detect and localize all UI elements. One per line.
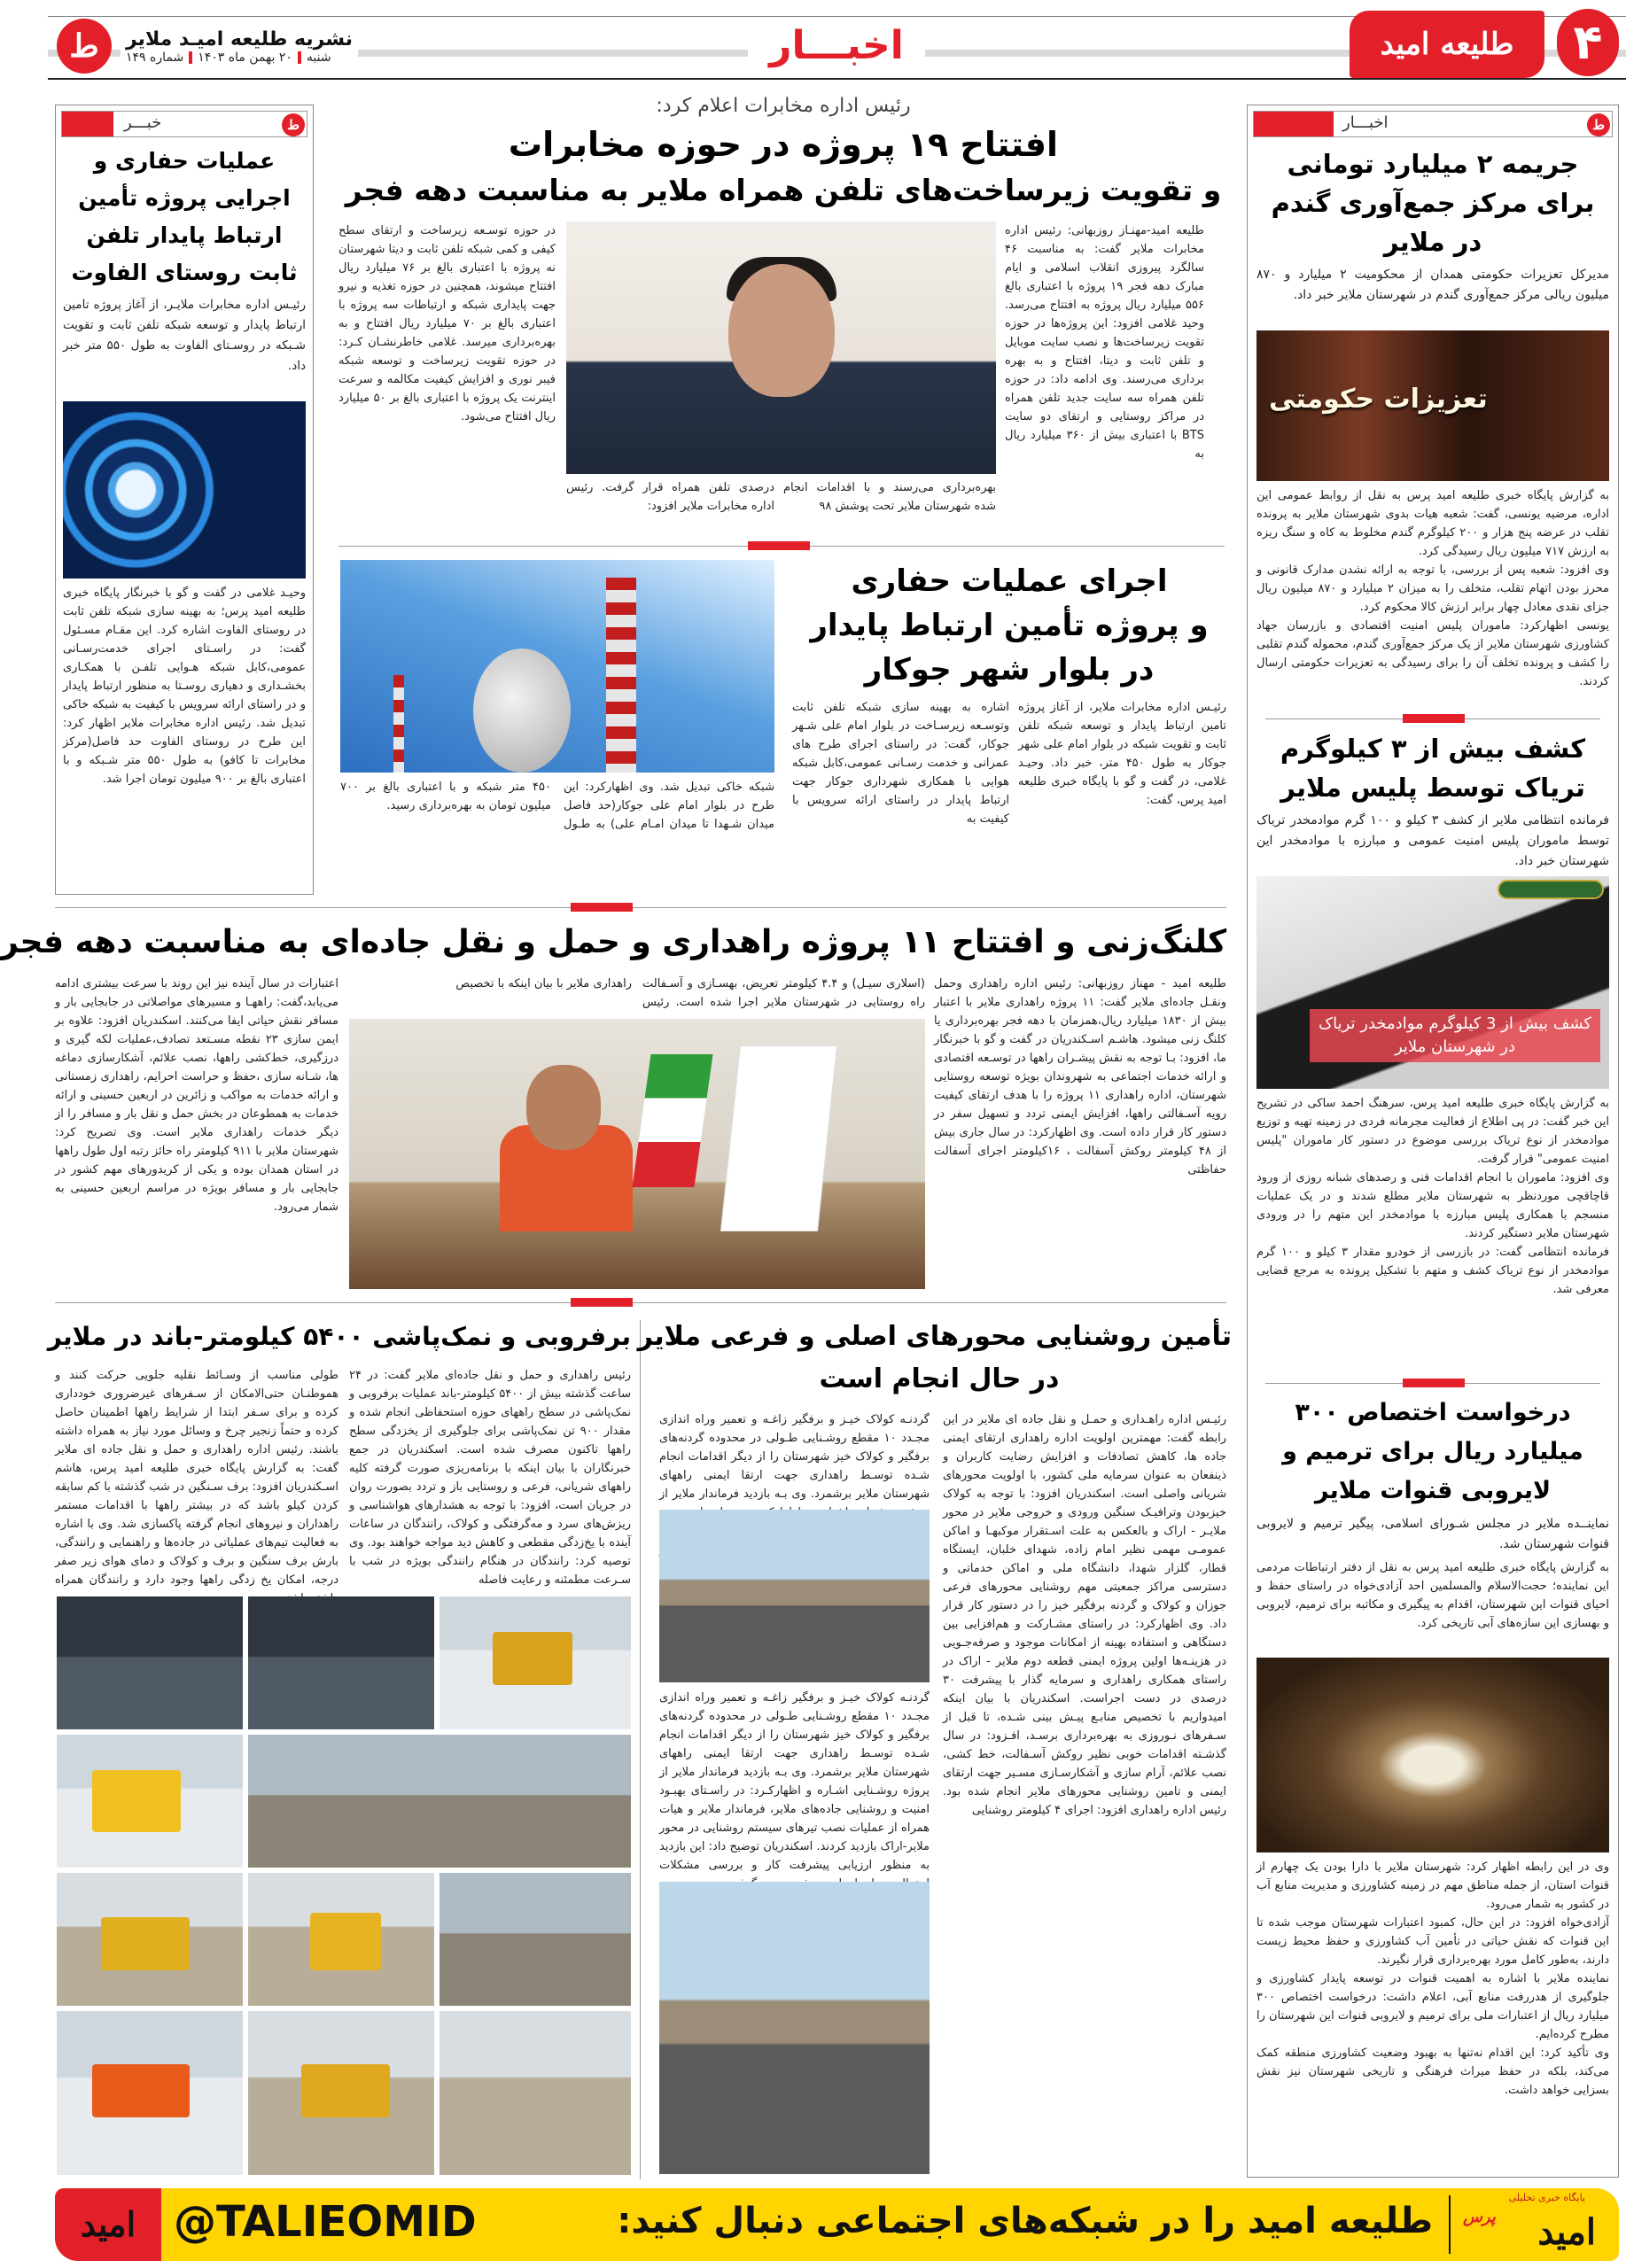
column-divider (640, 1320, 641, 2179)
paragraph: وی در این رابطه اظهار کرد: شهرستان ملایر با دارا بودن یک چهارم از قنوات استان، از جمله مناطق مهم در زمینه کشاورزی و مدیریت منابع آب در کشور به شمار می‌رود. (1256, 1860, 1609, 1911)
photo-detail (606, 578, 636, 773)
jowkar-body-center: اشاره به بهینه سازی شبکه تلفن ثابت وتوسـعه زیرسـاخت در بلوار امام علی شـهر جوکار، گفت: در راستای اجرای طرح های عمرانی و خدمت رسـانی عمومی،کابل شبکه هوایی با همکاری شهرداری جوکار جهت ارتباط پایدار در راستای ارائه سرویس با کیفیت به (792, 701, 1009, 826)
photo-salt-loader (248, 2011, 434, 2175)
brand-logo: طلیعه امید (1350, 11, 1544, 78)
issue-meta (126, 50, 331, 65)
divider-accent (1403, 714, 1465, 723)
photo-detail (92, 2064, 190, 2117)
body-qanat-funding (1256, 1858, 1609, 2170)
publication-name: نشریه طلیعه امیـد ملایر (126, 27, 353, 50)
headline-opium-seizure: کشف بیش از ۳ کیلوگرم تریاک توسط پلیس ملایر (1280, 734, 1586, 803)
photo-roads-official (349, 1019, 925, 1289)
photo-detail (101, 1917, 190, 1970)
photo-detail (473, 649, 571, 773)
separator (189, 51, 192, 64)
issue-day: شنبه (306, 50, 331, 65)
photo-snow-trucks (248, 1596, 434, 1729)
lead-body-left: در حوزه توسـعه زیرساخت و ارتقای سطح کیفی و کمی شبکه تلفن ثابت و دیتا شهرستان نه پروژه با اعتباری بالغ بر ۷۶ میلیارد ریال افتتاح میشوند، همچنین در حوزه تغذیه و نیرو جهت پایداری شبکه و ارتباطات سه پروژه با اعتباری بالغ بر ۷۰ میلیارد ریال افتتاح و به بهره‌برداری میرسد. غلامی خاطرنشـان کـرد: در حوزه تقویت زیرساخت و توسعه شبکه فیبر نوری و افزایش کیفیت مکالمه و سرعت اینترنت یک پروژه با اعتباری بالغ بر ۵۰ میلیارد ریال افتتاح می‌شود. (338, 224, 556, 423)
roads-body-col3: اعتبارات در سال آینده نیز این روند با سرعت بیشتری ادامه می‌یابد،گفت: راههـا و مسیرهای مواصلاتی در جابجایی بار و مسافر نقش حیاتی ایفا می‌کنند. اسکندریان افزود: علاوه بر ایمن سازی ۲۳ نقطه مسـتعد تصادف،عملیات لکه گیری و درزگیری، خط‌کشی راهها، نصب علائم، آشکارسازی دماغه ها، شـانه سازی ،حفظ و حراست احرایم، راهداری زمستانی و ارائه خدمات به مواکب و زائرین در اربعین حسینی و ارائه خدمات به همطوعان در بخش حمل و نقل بار و مسافر را از دیگر خدمات راهداری ملایر است. وی تصریح کرد: شهرستان ملایر با ۹۱۱ کیلومتر راه حائز رتبه اول طول راهها در استان همدان بوده و یکی از کریدورهای مهم کشور در جابجایی بار و مسافر بویژه در مراسم اربعین حسینی به شمار می‌رود. (55, 977, 339, 1214)
divider-accent (1403, 1379, 1465, 1387)
footer-divider (1449, 2195, 1451, 2254)
divider-accent (748, 541, 810, 550)
tag-accent (1254, 112, 1334, 136)
logo-icon: ط (282, 113, 305, 136)
photo-detail (310, 1913, 381, 1970)
body-qanat-intro: به گزارش پایگاه خبری طلیعه امید پرس به نقل از دفتر ارتباطات مردمی این نماینده؛ حجت‌الاسلام والمسلمین احد آزادی‌خواه در راستای حفظ و احیای قنوات این شهرستان، اقدام به پیگیری و مکاتبه برای ترمیم، لایروبی و بهسازی این سازه‌های آبی تاریخی کرد. (1256, 1561, 1609, 1630)
lead-kicker: رئیس اداره مخابرات اعلام کرد: (656, 95, 911, 117)
photo-detail (728, 264, 835, 397)
police-badge-icon (1498, 880, 1604, 899)
paragraph: فرمانده انتظامی گفت: در بازرسی از خودرو مقدار ۳ کیلو و ۱۰۰ گرم موادمخدر از نوع تریاک کشف و متهم با تشکیل پرونده به مرجع قضایی معرفی شد. (1256, 1246, 1610, 1296)
headline-alfavat-village: عملیات حفاری و اجرایی پروژه تأمین ارتباط پایدار تلفن ثابت روستای الفاوت (71, 148, 298, 285)
photo-officials-inspection (659, 1510, 930, 1682)
photo-maintenance-team (440, 2011, 631, 2175)
jowkar-body-left: شبکه خاکی تبدیل شد. وی اظهارکرد: این طرح در بلوار امام علی جوکار(حد فاصل میدان شـهدا تا میدان امـام علی) به طـول ۴۵۰ متر شبکه و با اعتباری بالغ بر ۷۰۰ میلیون تومان به بهره‌برداری رسید. (340, 781, 774, 831)
photo-snowplow (57, 2011, 243, 2175)
photo-signal-tower (63, 401, 306, 579)
left-news-column (55, 105, 314, 895)
jowkar-headline-line1: اجرای عملیات حفاری (851, 563, 1168, 599)
photo-detail (526, 1065, 601, 1150)
tag-accent (62, 112, 113, 136)
photo-opium (1256, 876, 1609, 1089)
lead-headline-line2: و تقویت زیرساخت‌های تلفن همراه ملایر به مناسبت دهه فجر (345, 173, 1222, 207)
issue-date: ۲۰ بهمن ماه ۱۴۰۳ (198, 50, 292, 65)
lead-body-right: طلیعه امید-مهنـاز روزبهانی: رئیس اداره مخابرات ملایر گفت: به مناسبت ۴۶ سالگرد پیروزی انقلاب اسلامی و ایام مبارک دهه فجر ۱۹ پروژه با اعتباری بالغ ۵۵۶ میلیارد ریال پروژه به افتتاح می‌رسد. وحید غلامی افزود: این پروژه‌ها در حوزه تقویت زیرساخت‌ها و نصب سایت موبایل و تلفن ثابت و دیتا، افتتاح و به بهره برداری می‌رسند. وی ادامه داد: در حوزه تلفن همراه سه سایت جدید تلفن همراه در مراکز روستایی و ارتقای دو سایت BTS با اعتباری بیش از ۳۶۰ میلیارد ریال به (1005, 224, 1205, 461)
issue-number: شماره ۱۴۹ (126, 50, 184, 65)
body-alfavat-village: وحیـد غلامی در گفت و گو با خبرنگار پایگاه خبری طلیعه امید پرس؛ به بهینه سازی شبکه تلفن ثابت در روستای الفاوت اشاره کرد. این مقـام مسـئول گفت: در راسـتای اجرای خدمت‌رسـانی عمومی،کابل شبکه هـوایی تلفـن با همکـاری بخشـداری و دهیاری روسـتا به منظور ارتباط پایدار و در راستای ارائه سرویس با کیفیت به شبکه خاکی تبدیل شد. رئیس اداره مخابرات ملایر اظهار کرد: این طرح در روستای الفاوت حد فاصل(مرکز مخابرات تا کافو) به طول ۵۵۰ متر شـبکه و با اعتباری بالغ بر ۹۰۰ میلیون تومان اجرا شد. (63, 586, 306, 786)
section-divider (55, 1302, 1226, 1303)
snow-headline: برفروبی و نمک‌پاشی ۵۴۰۰ کیلومتر-باند در ملایر (47, 1322, 631, 1351)
jowkar-headline-line3: در بلوار شهر جوکار (864, 652, 1155, 687)
photo-loader-village (248, 1873, 434, 2006)
photo-overlay-text: تعزیزات حکومتی (1269, 384, 1488, 415)
section-tag (1253, 111, 1613, 137)
paragraph: به گزارش پایگاه خبری طلیعه امید پرس، سرهنگ احمد ساکی در تشریح این خبر گفت: در پی اطلاع از فعالیت مجرمانه فردی در زمینه تهیه و توزیع موادمخدر از نوع تریاک بررسی موضوع در دستور کار ماموران "پلیس امنیت عمومی" قرار گرفت. (1256, 1097, 1609, 1166)
publication-logo-icon: ط (57, 19, 112, 74)
photo-snow-loader (440, 1596, 631, 1729)
social-cta-text: طلیعه امید را در شبکه‌های اجتماعی دنبال کنید: (617, 2201, 1433, 2241)
section-title: اخبـــار (748, 19, 925, 73)
social-media-banner[interactable] (55, 2188, 1619, 2261)
photo-overlay-caption: کشف بیش از 3 کیلوگرم موادمخدر تریاک در شهرستان ملایر (1310, 1009, 1600, 1062)
jowkar-headline-line2: و پروژه تأمین ارتباط پایدار (810, 608, 1209, 643)
roads-body-col2: (اسلاری سیـل) و ۴.۴ کیلومتر تعریض، بهسـازی و آسـفالت راه روستایی در شهرستان ملایر اجرا شده است. رئیس راهداری ملایر با بیان اینکه با تخصیص (455, 977, 925, 1009)
paragraph: نماینده ملایر با اشاره به اهمیت قنوات در توسعه پایدار کشاورزی و جلوگیری از هدررفت منابع آبی، اعلام داشت: درخواست اختصاص ۳۰۰ میلیارد ریال از اعتبارات ملی برای ترمیم و لایروبی قنوات این شهرستان را مطرح کرده‌ایم. (1256, 1972, 1609, 2041)
snow-body-left: طولی مناسب از وسـائط نقلیه جلویی حرکت کنند و هموطنـان حتی‌الامکان از سـفرهای غیرضروری خودداری کرده و برای سـفر ابتدا از شرایط راهها اطمینان حاصل کرده و حتماً زنجیر چرخ و وسائل مورد نیاز به همراه داشته باشند. رئیس اداره راهداری و حمل و نقل جاده ای ملایر گفت: به گزارش پایگاه خبری طلیعه امید پرس، هاشم اسـکندریان افزود: برف سـنگین در شب گذشته با کم سابقه کردن کیلو باشد که در بیشتر راهها با اقدامات مستمر راهداران و نیروهای انجام گرفته پاکسازی شد. وی با اشاره به فعالیت تیم‌های عملیاتی در جاده‌ها و راهنمایی و رانندگی، بارش برف سنگین و برف و کولاک و دمای هوای زیر صفر درجه، امکان یخ زدگی راهها وجود دارد و رانندگان همراه (55, 1369, 338, 1587)
paragraph: به گزارش پایگاه خبری طلیعه امید پرس به نقل از روابط عمومی این اداره، مرضیه یونسی، گفت: شعبه هیات بدوی شهرستان ملایر به پرونده تقلب در عرضه پنج هزار و ۲۰۰ کیلوگرم گندم مخلوط به کاه و سنگ ریزه به ارزش ۷۱۷ میلیون ریال رسیدگی کرد. (1256, 489, 1609, 558)
right-news-column (1247, 105, 1619, 2178)
lighting-body-left: گردنـه کولاک خیـز و برفگیر زاغـه و تعمیر وراه اندازی مجـدد ۱۰ مقطع روشـنایی طـولی در محدوده گردنه‌های برفگیر و کولاک خیز شهرستان را از دیگر اقدامات انجام شـده توسـط راهداری جهت ارتقا ایمنی راههای شهرستان ملایر برشمرد. وی بـه بازدید فرماندار ملایر از (659, 1413, 930, 1501)
photo-official-portrait (566, 221, 996, 474)
photo-telecom-tower (340, 560, 774, 773)
masthead-bottom-rule (48, 78, 1626, 80)
photo-road-workers (440, 1873, 631, 2006)
logo-brand: امید (1537, 2211, 1596, 2253)
lead-photo-caption-b: درصدی تلفن همراه قرار گرفت. رئیس اداره مخابرات ملایر افزود: (566, 481, 774, 513)
lead-qanat-funding: نماینــده ملایر در مجلس شـورای اسلامی، پیگیر ترمیم و لایروبی قنوات شهرستان شد. (1256, 1517, 1609, 1551)
photo-detail (493, 1632, 572, 1685)
brand-logo-right (1459, 2192, 1601, 2257)
body-fine-wheat-center (1256, 486, 1609, 710)
photo-road-paving (659, 1882, 930, 2174)
paragraph: آزادی‌خواه افزود: در این حال، کمبود اعتبارات شهرستان موجب شده تا این قنوات که نقش حیاتی در تأمین آب کشاورزی و حفظ محیط زیست دارند، به‌طور کامل مورد بهره‌برداری قرار نگیرند. (1256, 1916, 1609, 1967)
paragraph: وی افزود: ماموران با انجام اقدامات فنی و رصدهای شبانه روزی از ورود قاچاقچی موردنظر به شهرستان ملایر مطلع شدند و در یک عملیات منسجم با همکاری پلیس مبارزه با موادمخدر این متهم را در ورودی شهرستان ملایر دستگیر کردند. (1256, 1171, 1609, 1240)
photo-snow-night-road (57, 1596, 243, 1729)
photo-snow-clearing (57, 1735, 243, 1868)
roads-headline: کلنگ‌زنی و افتتاح ۱۱ پروژه راهداری و حمل و نقل جاده‌ای به مناسبت دهه فجر (0, 924, 1226, 960)
logo-icon: ط (1587, 113, 1610, 136)
lighting-body-right: رئیـس اداره راهـداری و حمـل و نقل جاده ای ملایر در این رابطه گفت: مهمترین اولویت اداره راهداری ارتقای ایمنی جاده ها، کاهش تصادفات و افزایش رضایت کاربران و ذینفعان به عنوان سرمایه ملی کشور، با اولویت محورهای شریانی واصلی است. اسکندریان افزود: با توجه به کولاک خیزبودن وترافیـک سنگین ورودی و خروجی ملایر در محور ملایـر - اراک و بالعکس به علت اسـتقرار موکبهـا و اماکن عمومـی مهمی نظیر امام زاده، شهدای خلبان، ایستگاه قطار، گلزار شهدا، دانشگاه ملی و اماکن خدماتی و دسترسی مراکز جمعیتی مهم روشنایی محورهای فرعی جوزان و کولاک و گردنه برفگیر خیز را در دستور کار قرار داد. وی اظهارکرد: در راستای مشـارکت و هم‌افزایی بین دستگاهی و استفاده بهینه از امکانات موجود و صرفه‌جـویی در هزینـه‌ها اولین پروژه ایمنی قطعه دوم ملایر - اراک در راستای همکاری راهداری و سرمایه گذار با پیشرفت ۳۰ درصدی در دست اجراست. اسکندریان با بیان اینکه امیدواریم با تخصیص منابـع پیـش بینی شـده، تا قبل از سـفرهای نـوروزی به بهره‌برداری برسـد، افـزود: در سال گذشـته اقدامات خوبی نظیر روکش آسـفالت، خط کشی، نصب علائم، آرام سازی و آشکارسـازی مسـیر جهت ارتقای ایمنی و تامین روشنایی محورهای ملایر انجام شده بود. رئیس اداره راهداری افزود: اجرای ۴ کیلومتر روشنایی (943, 1413, 1226, 1817)
photo-detail (301, 2064, 390, 2117)
roads-body-col1: طلیعه امید - مهناز روزبهانی: رئیس اداره راهداری وحمل ونقـل جاده‌ای ملایر گفت: ۱۱ پروژه راهداری ملایر با اعتبار بیش از ۱۸۳۰ میلیارد ریال،همزمان با دهه فجر بهره‌برداری یا کلنگ زنی میشود. هاشـم اسـکندریان در گفت و گو با خبرنگار ما، افزود: بـا توجه به نقش پیشـران راهها در توسـعه اقتصادی و ارائه خدمات اجتماعی به شهروندان بویژه توسعه روستایی شهرستان، اداره راهداری ۱۱ پروژه را با هدف ارتقای کیفیت رویه آسـفالتی راهها، افزایش ایمنی تردد و تسهیل سفر در دستور کار قرار داده است. وی اظهارکرد: در سال جاری بیش از ۴۸ کیلومتر روکش آسفالت ، ۱۶کیلومتر اجرای آسفالت حفاظتی (934, 977, 1226, 1177)
divider-accent (571, 903, 633, 912)
page-number: ۴ (1557, 9, 1619, 76)
paragraph: گردنـه کولاک خیـز و برفگیر زاغـه و تعمیر وراه اندازی مجـدد ۱۰ مقطع روشـنایی طـولی در محدوده گردنه‌های برفگیر و کولاک خیز شهرستان را از دیگر اقدامات انجام شـده توسـط راهداری جهت ارتقا ایمنی راههای شهرستان ملایر برشمرد. وی بـه بازدید فرماندار ملایر از پروژه روشـنایی اشـاره و اظهارکـرد: در راسـتای بهبـود امنیت و روشنایی جاده‌های ملایر، فرماندار ملایر و هیات همراه از عملیات نصب تیرهای سیستم روشنایی در محور ملایر-اراک بازدید کردند. اسکندریان توضیح داد: این بازدید به منظور ارزیابی پیشرفت کار و بررسی مشکلات (659, 1691, 930, 1872)
headline-qanat-funding: درخواست اختصاص ۳۰۰ میلیارد ریال برای ترمیم و لایروبی قنوات ملایر (1282, 1399, 1583, 1504)
section-tag (61, 111, 307, 137)
photo-detail (92, 1770, 181, 1832)
paragraph: وی تأکید کرد: این اقدام نه‌تنها به بهبود وضعیت کشاورزی منطقه کمک می‌کند، بلکه در حفظ میراث فرهنگی و تاریخی شهرستان نیز نقش بسزایی خواهد داشت. (1256, 2047, 1609, 2097)
tag-label: اخبـــار (1342, 113, 1389, 132)
photo-justice-scales (1256, 330, 1609, 481)
photo-detail (393, 675, 404, 773)
lead-headline-line1: افتتاح ۱۹ پروژه در حوزه مخابرات (508, 125, 1059, 164)
photo-detail (632, 1054, 712, 1187)
logo-subtitle: پایگاه خبری تحلیلی (1508, 2192, 1585, 2203)
lead-fine-wheat-center: مدیرکل تعزیرات حکومتی همدان از محکومیت ۲ میلیارد و ۸۷۰ میلیون ریالی مرکز جمع‌آوری گندم در شهرستان ملایر خبر داد. (1256, 268, 1609, 302)
lead-photo-caption-a: بهره‌برداری می‌رسند و با اقدامات انجام شده شهرستان ملایر تحت پوشش ۹۸ (783, 481, 996, 513)
tag-label: خبـــر (124, 113, 162, 132)
snow-body-right: رئیس راهداری و حمل و نقل جاده‌ای ملایر گفت: در ۲۴ ساعت گذشته بیش از ۵۴۰۰ کیلومتر-باند عملیات برفروبی و نمک‌پاشی در سطح راههای حوزه استحفاظی انجام شده و مقدار ۹۰۰ تن نمک‌پاشی برای جلوگیری از یخزدگی سطح راهها تاکنون مصرف شده است. اسکندریان در جمع خبرنگاران با بیان اینکه با برنامه‌ریزی صورت گرفته کلیه راههای شریانی، فرعی و روستایی باز و تردد بصورت روان در جریان است، افزود: با توجه به هشدارهای هواشناسی و ریزش‌های سرد و مه‌گرفتگی و کولاک، رانندگان در ساعات آینده با یخ‌زدگی مقطعی و کاهش دید مواجه خواهند بود. وی توصیه کرد: رانندگان در هنگام رانندگی بویژه در شب با سـرعت مطمئنه و رعایت فاصله (349, 1369, 631, 1587)
lead-alfavat-village: رئیـس اداره مخابرات ملایـر، از آغاز پروژه تامین ارتباط پایدار و توسعه شبکه تلفن ثابت و تقویت شـبکه در روسـتای الفاوت به طول ۵۵۰ متر خبر داد. (63, 298, 306, 373)
paragraph: یونسی اظهارکرد: ماموران پلیس امنیت اقتصادی و بازرسان جهاد کشاورزی شهرستان ملایر از یک مرکز جمع‌آوری گندم، محموله گندم تقلبی را کشف و پرونده تخلف آن را برای رسیدگی به تعزیرات حکومتی ارسال کردند. (1256, 619, 1609, 688)
photo-salt-trucks (57, 1873, 243, 2006)
publication-info (57, 14, 358, 78)
jowkar-body-right: رئیـس اداره مخابرات ملایر، از آغاز پروژه تامین ارتباط پایدار و توسعه شبکه تلفن ثابت و تقویت شبکه در بلوار امام علی شهر جوکار به طول ۴۵۰ متر، خبر داد. وحیـد غلامی، در گفت و گو با پایگاه خبری طلیعه امید پرس، گفت: (1018, 701, 1226, 807)
divider-accent (571, 1298, 633, 1307)
lighting-body-left-cont (659, 1689, 930, 1875)
lighting-headline-line2: در حال انجام است (819, 1363, 1060, 1394)
lighting-headline-line1: تأمین روشنایی محورهای اصلی و فرعی ملایر (637, 1321, 1232, 1352)
section-divider (55, 907, 1226, 908)
logo-press: پرس (1463, 2208, 1496, 2226)
photo-detail (720, 1045, 837, 1231)
headline-fine-wheat-center: جریمه ۲ میلیارد تومانی برای مرکز جمع‌آوری گندم در ملایر (1271, 149, 1595, 257)
social-handle[interactable]: @TALIEOMID (174, 2197, 477, 2247)
lead-opium-seizure: فرمانده انتظامی ملایر از کشف ۳ کیلو و ۱۰۰ گرم موادمخدر تریاک توسط ماموران پلیس امنیت عمومی و مبارزه با موادمخدر این شهرستان خبر داد. (1256, 813, 1609, 868)
photo-road-crew (248, 1735, 631, 1868)
body-opium-seizure (1256, 1094, 1609, 1373)
photo-qanat-tunnel (1256, 1658, 1609, 1852)
separator (298, 51, 301, 64)
brand-logo-left: امید (55, 2188, 161, 2261)
paragraph: وی افزود: شعبه پس از بررسی، با توجه به ارائه نشدن مدارک قانونی و محرز بودن اتهام تقلب، متخلف را به میزان ۲ میلیارد و ۸۷۰ میلیون ریال جزای نقدی معادل چهار برابر ارزش کالا محکوم کرد. (1256, 563, 1609, 614)
